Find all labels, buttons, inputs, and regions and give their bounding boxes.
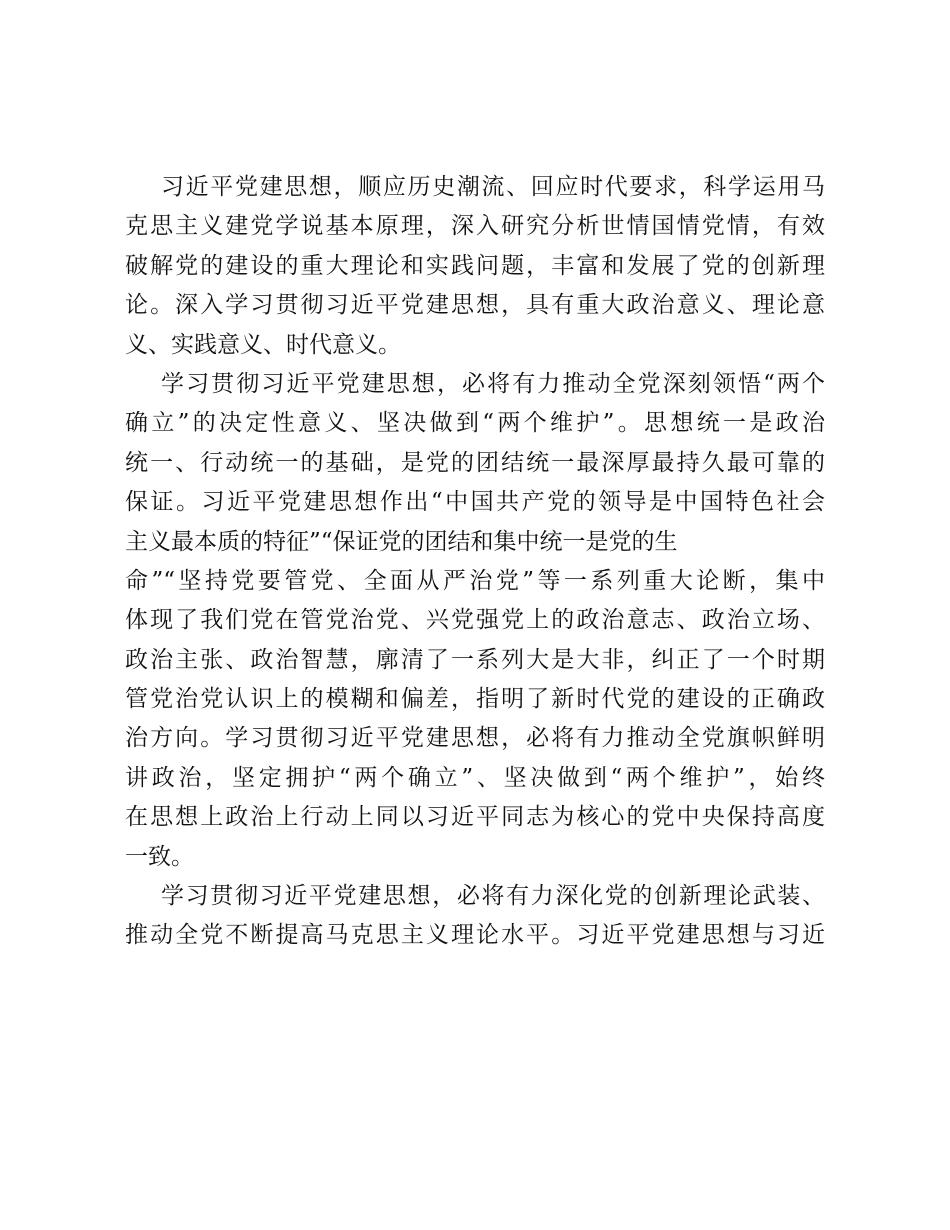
paragraph-line: 管党治党认识上的模糊和偏差，指明了新时代党的建设的正确政 [125,686,825,713]
paragraph-line: 体现了我们党在管党治党、兴党强党上的政治意志、政治立场、 [125,607,825,634]
paragraph-line: 保证。习近平党建思想作出“中国共产党的领导是中国特色社会 [125,489,825,516]
paragraph-line: 政治主张、政治智慧，廓清了一系列大是大非，纠正了一个时期 [125,646,825,673]
paragraph-line: 推动全党不断提高马克思主义理论水平。习近平党建思想与习近 [125,922,825,949]
paragraph-line: 克思主义建党学说基本原理，深入研究分析世情国情党情，有效 [125,213,825,240]
paragraph-line: 论。深入学习贯彻习近平党建思想，具有重大政治意义、理论意 [125,292,825,319]
paragraph-3 [125,877,825,956]
paragraph-2 [125,365,825,877]
paragraph-line: 统一、行动统一的基础，是党的团结统一最深厚最持久最可靠的 [125,449,825,476]
paragraph-line: 治方向。学习贯彻习近平党建思想，必将有力推动全党旗帜鲜明 [125,725,825,752]
document-body [125,168,825,956]
paragraph-line: 学习贯彻习近平党建思想，必将有力推动全党深刻领悟“两个 [161,370,825,397]
paragraph-line: 习近平党建思想，顺应历史潮流、回应时代要求，科学运用马 [161,174,825,200]
paragraph-line: 义、实践意义、时代意义。 [125,331,401,358]
paragraph-1 [125,168,825,365]
paragraph-line: 主义最本质的特征”“保证党的团结和集中统一是党的生 [125,528,678,555]
paragraph-line: 一致。 [125,843,194,870]
paragraph-line: 破解党的建设的重大理论和实践问题，丰富和发展了党的创新理 [125,252,825,279]
paragraph-line: 确立”的决定性意义、坚决做到“两个维护”。思想统一是政治 [125,410,825,437]
paragraph-line: 命”“坚持党要管党、全面从严治党”等一系列重大论断，集中 [125,567,825,594]
paragraph-line: 讲政治，坚定拥护“两个确立”、坚决做到“两个维护”，始终 [125,764,825,791]
paragraph-line: 学习贯彻习近平党建思想，必将有力深化党的创新理论武装、 [161,883,825,910]
paragraph-line: 在思想上政治上行动上同以习近平同志为核心的党中央保持高度 [125,804,825,831]
